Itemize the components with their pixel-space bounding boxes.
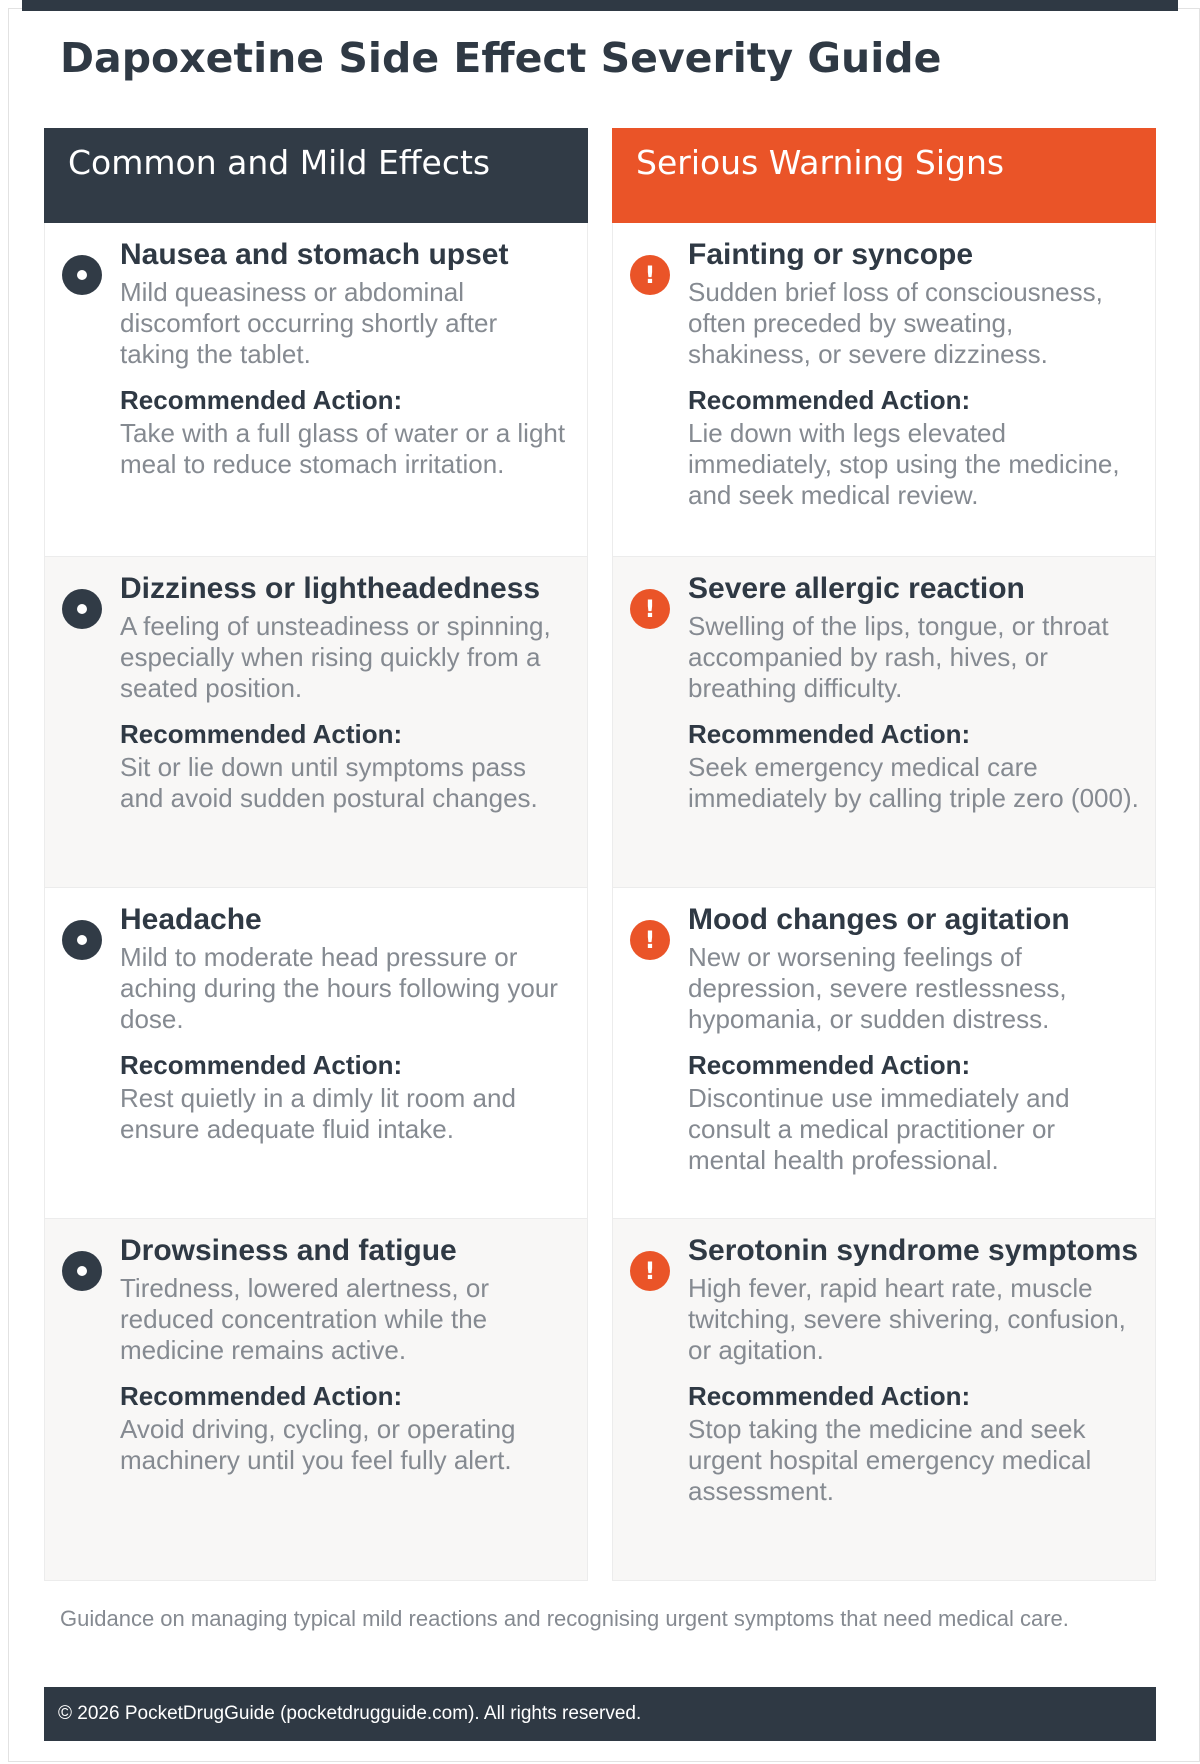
exclamation-circle-icon: ! [630,1251,670,1291]
effect-title: Drowsiness and fatigue [120,1234,457,1267]
exclamation-circle-icon: ! [630,255,670,295]
action-text: Sit or lie down until symptoms pass and avoid sudden postural changes. [120,752,538,813]
action-label: Recommended Action: [120,719,403,749]
mild-effect-card [44,1219,588,1581]
effect-description: Tiredness, lowered alertness, or reduced concentration while the medicine remains active. [120,1273,489,1365]
dot-circle-icon [62,589,102,629]
serious-warnings-heading: Serious Warning Signs [612,128,1156,223]
warning-title: Fainting or syncope [688,238,974,271]
action-text: Lie down with legs elevated immediately, stop using the medicine, and seek medical review. [688,418,1120,510]
mild-effect-card [44,223,588,557]
action-text: Discontinue use immediately and consult a medical practitioner or mental health professional. [688,1083,1070,1175]
effect-title: Dizziness or lightheadedness [120,572,541,605]
dot-circle-icon [62,1251,102,1291]
footnote: Guidance on managing typical mild reactions and recognising urgent symptoms that need medical care. [60,1606,1069,1631]
effect-description: Mild to moderate head pressure or aching during the hours following your dose. [120,942,558,1034]
action-text: Stop taking the medicine and seek urgent hospital emergency medical assessment. [688,1414,1092,1506]
warning-description: Swelling of the lips, tongue, or throat accompanied by rash, hives, or breathing difficulty. [688,611,1109,703]
page-title: Dapoxetine Side Effect Severity Guide [60,34,942,82]
exclamation-circle-icon: ! [630,589,670,629]
effect-title: Nausea and stomach upset [120,238,509,271]
serious-warning-card [612,888,1156,1219]
warning-description: New or worsening feelings of depression, severe restlessness, hypomania, or sudden distress. [688,942,1067,1034]
action-label: Recommended Action: [688,1381,971,1411]
action-label: Recommended Action: [120,1050,403,1080]
copyright-footer: © 2026 PocketDrugGuide (pocketdrugguide.com). All rights reserved. [44,1687,1156,1741]
action-label: Recommended Action: [120,1381,403,1411]
action-label: Recommended Action: [688,719,971,749]
exclamation-circle-icon: ! [630,920,670,960]
action-text: Seek emergency medical care immediately by calling triple zero (000). [688,752,1139,813]
mild-effect-card [44,888,588,1219]
dot-circle-icon [62,920,102,960]
action-label: Recommended Action: [688,385,971,415]
mild-effect-card [44,557,588,888]
action-text: Avoid driving, cycling, or operating machinery until you feel fully alert. [120,1414,516,1475]
serious-warning-card [612,557,1156,888]
action-text: Rest quietly in a dimly lit room and ensure adequate fluid intake. [120,1083,516,1144]
action-label: Recommended Action: [120,385,403,415]
action-label: Recommended Action: [688,1050,971,1080]
dot-circle-icon [62,255,102,295]
warning-description: High fever, rapid heart rate, muscle twitching, severe shivering, confusion, or agitation. [688,1273,1126,1365]
warning-description: Sudden brief loss of consciousness, often preceded by sweating, shakiness, or severe dizziness. [688,277,1103,369]
action-text: Take with a full glass of water or a light meal to reduce stomach irritation. [120,418,566,479]
effect-title: Headache [120,903,262,936]
effect-description: A feeling of unsteadiness or spinning, especially when rising quickly from a seated position. [120,611,551,703]
serious-warning-card [612,1219,1156,1581]
serious-warning-card [612,223,1156,557]
effect-description: Mild queasiness or abdominal discomfort occurring shortly after taking the tablet. [120,277,498,369]
warning-title: Mood changes or agitation [688,903,1070,936]
warning-title: Severe allergic reaction [688,572,1025,605]
mild-effects-column [44,128,588,1581]
serious-warnings-column [612,128,1156,1581]
warning-title: Serotonin syndrome symptoms [688,1234,1139,1267]
mild-effects-heading: Common and Mild Effects [44,128,588,223]
top-accent-bar [22,0,1178,11]
